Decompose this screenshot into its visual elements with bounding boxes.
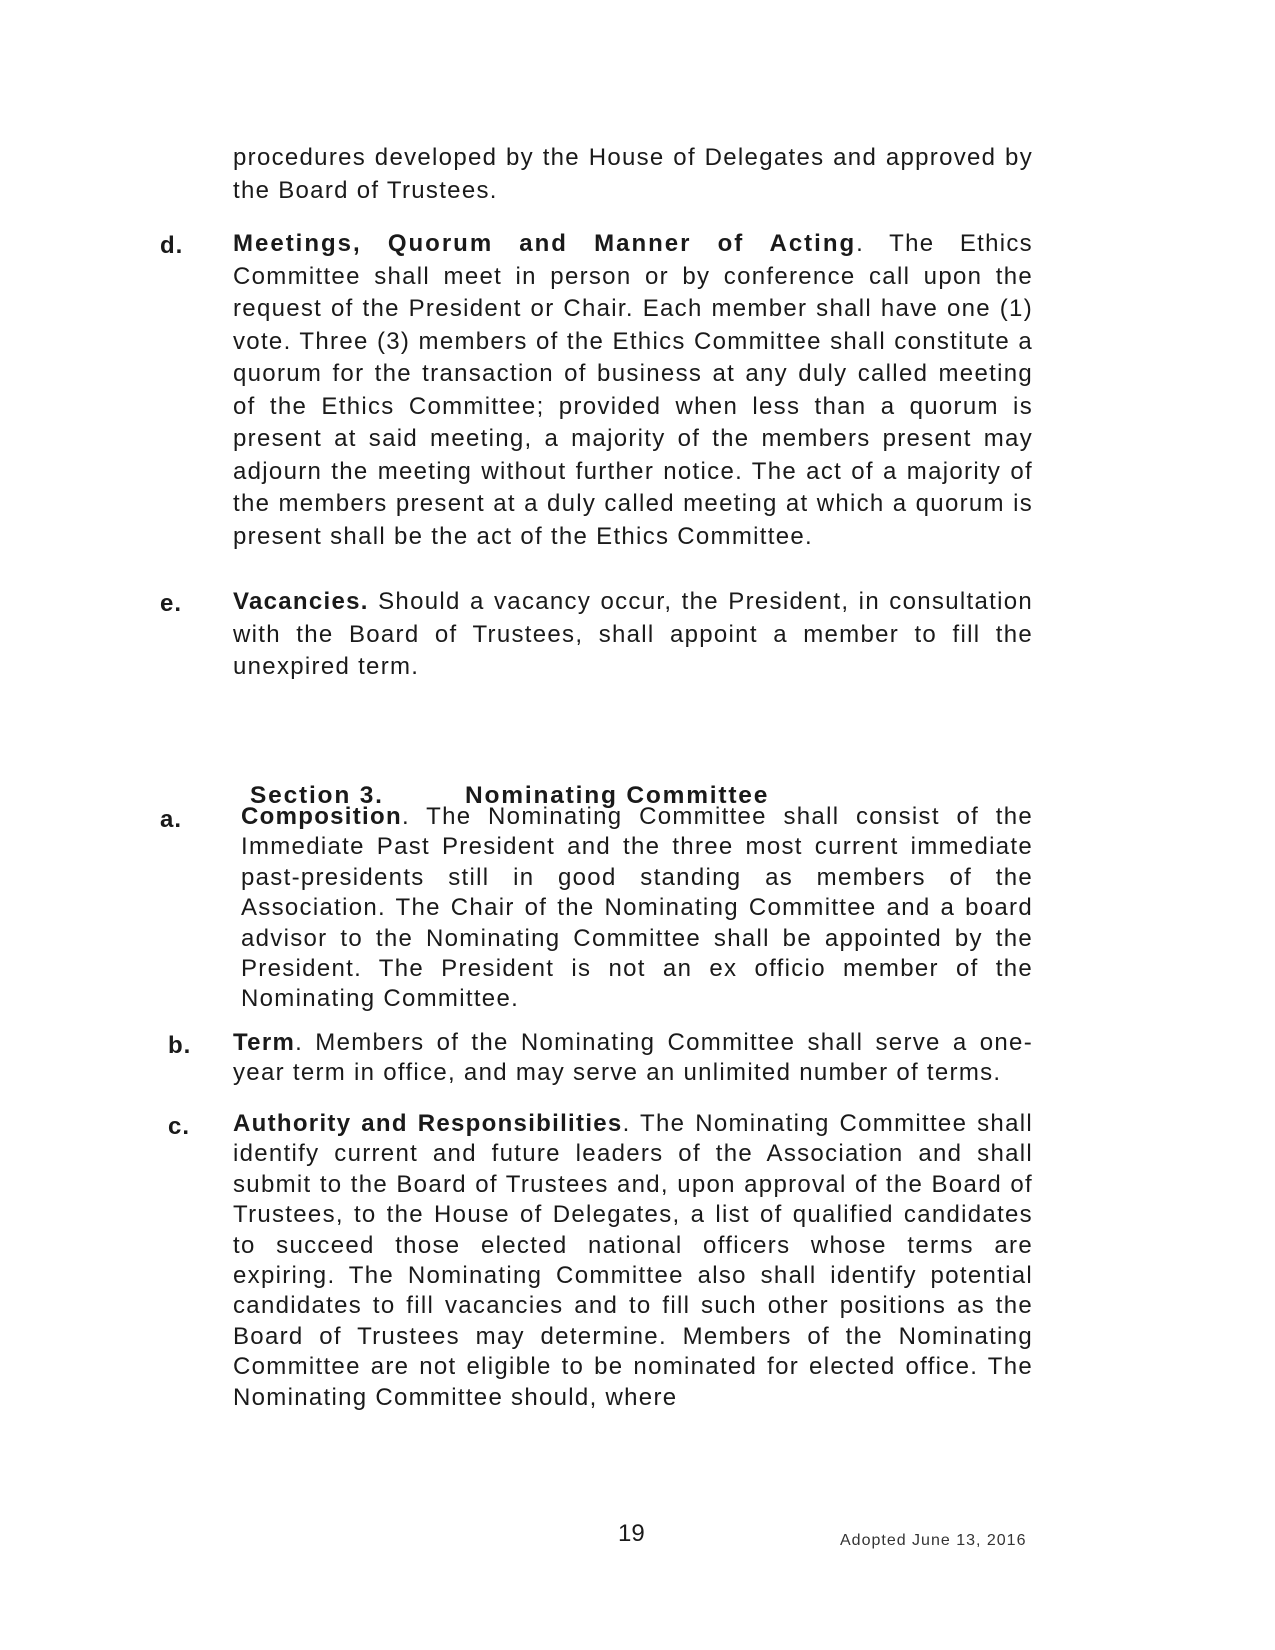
item-a-title: Composition bbox=[241, 803, 402, 830]
item-label-c: c. bbox=[168, 1113, 191, 1140]
section-title: Nominating Committee bbox=[465, 782, 770, 809]
item-c-title: Authority and Responsibilities bbox=[233, 1110, 623, 1137]
item-d-meetings-quorum bbox=[233, 228, 1033, 553]
item-label-b: b. bbox=[168, 1032, 192, 1059]
item-d-title: Meetings, Quorum and Manner of Acting bbox=[233, 230, 857, 257]
footer-adopted-date: Adopted June 13, 2016 bbox=[840, 1532, 1027, 1549]
item-d-body: . The Ethics Committee shall meet in person or by conference call upon the request of the President or Chair. Each member shall have one (1) vote. Three (3) members of the Ethics Committee shall constitute a quorum for the transaction of business at any duly called meeting of the Ethics Committee; provided when less than a quorum is present at said meeting, a majority of the members present may adjourn the meeting without further notice. The act of a majority of the members present at a duly called meeting at which a quorum is present shall be the act of the Ethics Committee. bbox=[233, 230, 1033, 550]
continuation-paragraph: procedures developed by the House of Delegates and approved by the Board of Trustees. bbox=[233, 144, 1033, 204]
item-label-e: e. bbox=[160, 590, 183, 617]
item-b-body: . Members of the Nominating Committee shall serve a one-year term in office, and may serve an unlimited number of terms. bbox=[233, 1029, 1033, 1087]
item-e-body: Should a vacancy occur, the President, in consultation with the Board of Trustees, shall appoint a member to fill the unexpired term. bbox=[233, 588, 1033, 680]
item-label-a: a. bbox=[160, 806, 183, 833]
item-b-term bbox=[233, 1028, 1033, 1089]
section-number: Section 3. bbox=[250, 782, 384, 809]
page-number: 19 bbox=[618, 1520, 645, 1547]
item-a-body: . The Nominating Committee shall consist of the Immediate Past President and the three most current immediate past-presidents still in good standing as members of the Association. The Chair of the Nominating Committee and a board advisor to the Nominating Committee shall be appointed by the President. The President is not an ex officio member of the Nominating Committee. bbox=[241, 803, 1033, 1013]
item-e-title: Vacancies. bbox=[233, 588, 369, 615]
item-e-vacancies bbox=[233, 586, 1033, 684]
item-a-composition bbox=[241, 802, 1033, 1015]
item-c-body: . The Nominating Committee shall identify current and future leaders of the Association and shall submit to the Board of Trustees and, upon approval of the Board of Trustees, to the House of Delegates, a list of qualified candidates to succeed those elected national officers whose terms are expiring. The Nominating Committee also shall identify potential candidates to fill vacancies and to fill such other positions as the Board of Trustees may determine. Members of the Nominating Committee are not eligible to be nominated for elected office. The Nominating Committee should, where bbox=[233, 1110, 1033, 1411]
item-c-authority bbox=[233, 1109, 1033, 1413]
item-label-d: d. bbox=[160, 232, 184, 259]
item-b-title: Term bbox=[233, 1029, 296, 1056]
